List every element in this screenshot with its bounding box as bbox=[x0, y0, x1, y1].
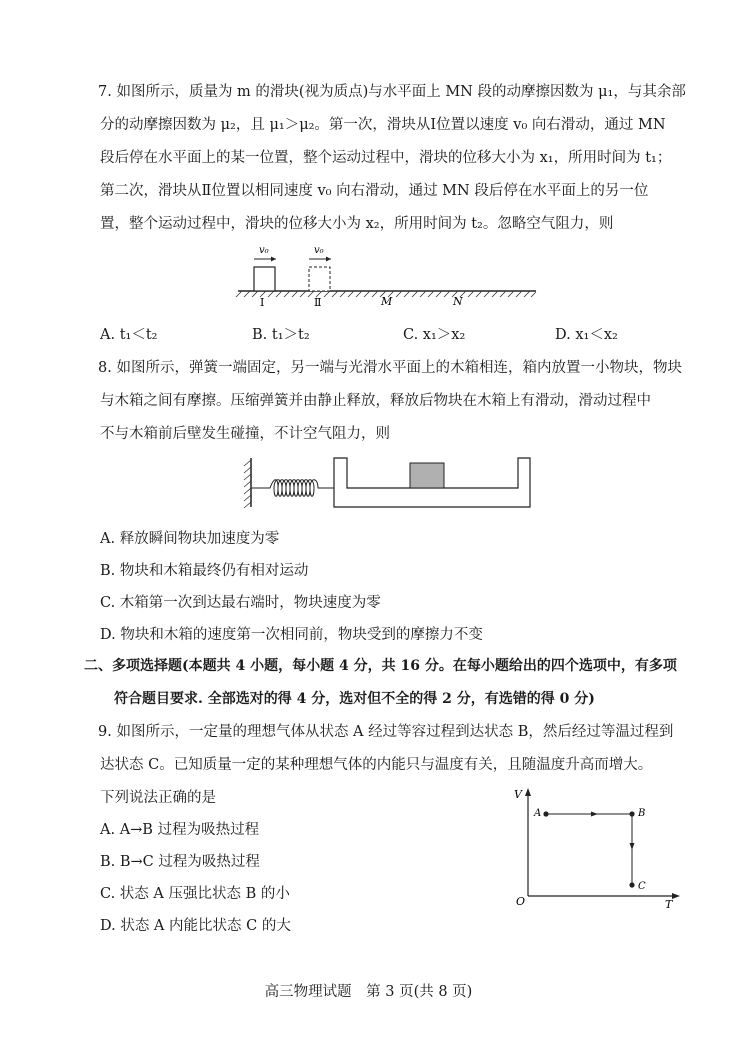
q7-text-line: 7. 如图所示，质量为 m 的滑块(视为质点)与水平面上 MN 段的动摩擦因数为 μ₁，与其余部 bbox=[98, 84, 686, 100]
q9-option-c: C. 状态 A 压强比状态 B 的小 bbox=[100, 886, 290, 902]
q8-figure bbox=[236, 455, 532, 510]
q7-option-a: A. t₁＜t₂ bbox=[100, 327, 158, 343]
q9-text-line: 9. 如图所示，一定量的理想气体从状态 A 经过等容过程到达状态 B，然后经过等温过程到 bbox=[98, 724, 674, 740]
q8-text-line: 不与木箱前后壁发生碰撞，不计空气阻力，则 bbox=[100, 426, 390, 442]
q8-option-a: A. 释放瞬间物块加速度为零 bbox=[100, 531, 280, 547]
point-b-label: B bbox=[638, 808, 646, 819]
q7-option-d: D. x₁＜x₂ bbox=[555, 327, 618, 343]
q7-text-line: 段后停在水平面上的某一位置，整个运动过程中，滑块的位移大小为 x₁，所用时间为 t₁； bbox=[100, 150, 672, 166]
position-label-1: Ⅰ bbox=[260, 296, 265, 308]
point-c bbox=[629, 882, 634, 887]
q9-option-d: D. 状态 A 内能比状态 C 的大 bbox=[100, 918, 291, 934]
velocity-label-1: v₀ bbox=[259, 245, 269, 256]
q7-figure bbox=[232, 240, 542, 308]
q8-option-b: B. 物块和木箱最终仍有相对运动 bbox=[100, 563, 309, 579]
q9-option-b: B. B→C 过程为吸热过程 bbox=[100, 854, 260, 870]
point-a-label: A bbox=[534, 808, 542, 819]
q9-vt-graph bbox=[510, 784, 685, 909]
origin-label: O bbox=[516, 895, 526, 908]
q9-text-line: 下列说法正确的是 bbox=[100, 790, 216, 806]
spring bbox=[251, 480, 334, 497]
page-footer: 高三物理试题 第 3 页(共 8 页) bbox=[264, 984, 473, 1000]
block-position-2 bbox=[309, 267, 330, 291]
q7-text-line: 置，整个运动过程中，滑块的位移大小为 x₂，所用时间为 t₂。忽略空气阻力，则 bbox=[100, 216, 614, 232]
section-heading: 二、多项选择题(本题共 4 小题，每小题 4 分，共 16 分。在每小题给出的四个选项中，有多项 bbox=[84, 658, 677, 674]
q9-text-line: 达状态 C。已知质量一定的某种理想气体的内能只与温度有关，且随温度升高而增大。 bbox=[100, 757, 653, 773]
q7-option-c: C. x₁＞x₂ bbox=[403, 327, 466, 343]
q7-text-line: 分的动摩擦因数为 μ₂，且 μ₁＞μ₂。第一次，滑块从Ⅰ位置以速度 v₀ 向右滑动，通过 MN bbox=[100, 117, 666, 133]
q9-option-a: A. A→B 过程为吸热过程 bbox=[100, 822, 260, 838]
q8-option-d: D. 物块和木箱的速度第一次相同前，物块受到的摩擦力不变 bbox=[100, 627, 483, 643]
point-c-label: C bbox=[638, 881, 646, 892]
section-heading-cont: 符合题目要求. 全部选对的得 4 分，选对但不全的得 2 分，有选错的得 0 分) bbox=[114, 691, 595, 707]
point-a bbox=[543, 811, 548, 816]
block-position-1 bbox=[254, 267, 275, 291]
q8-text-line: 8. 如图所示，弹簧一端固定，另一端与光滑水平面上的木箱相连，箱内放置一小物块，物块 bbox=[98, 360, 682, 376]
small-block bbox=[410, 463, 444, 488]
q7-option-b: B. t₁＞t₂ bbox=[252, 327, 310, 343]
v-axis-label: V bbox=[514, 788, 522, 801]
velocity-label-2: v₀ bbox=[314, 245, 324, 256]
q8-option-c: C. 木箱第一次到达最右端时，物块速度为零 bbox=[100, 595, 381, 611]
point-b bbox=[629, 811, 634, 816]
q7-text-line: 第二次，滑块从Ⅱ位置以相同速度 v₀ 向右滑动，通过 MN 段后停在水平面上的另一位 bbox=[100, 183, 649, 199]
point-n-label: N bbox=[453, 295, 463, 308]
t-axis-label: T bbox=[665, 898, 673, 909]
q8-text-line: 与木箱之间有摩擦。压缩弹簧并由静止释放，释放后物块在木箱上有滑动，滑动过程中 bbox=[100, 393, 651, 409]
position-label-2: Ⅱ bbox=[314, 296, 322, 308]
point-m-label: M bbox=[381, 295, 393, 308]
